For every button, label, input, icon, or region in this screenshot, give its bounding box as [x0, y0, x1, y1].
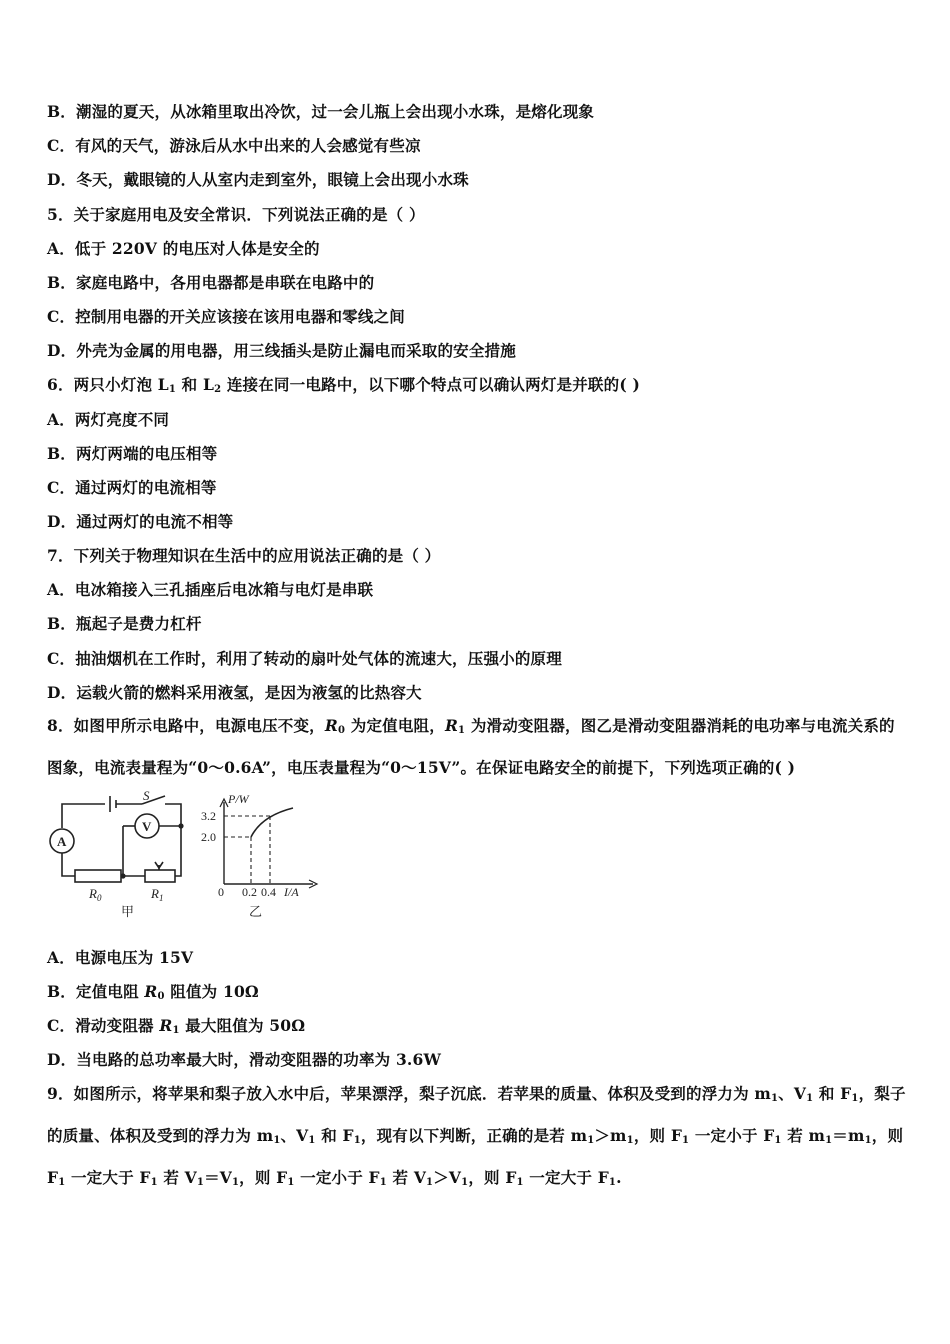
circuit-diagram: [50, 796, 181, 882]
option-5d: D．外壳为金属的用电器，用三线插头是防止漏电而采取的安全措施: [47, 341, 516, 360]
y-axis-label: P/W: [228, 792, 249, 806]
power-current-graph: [201, 792, 317, 919]
option-8d: D．当电路的总功率最大时，滑动变阻器的功率为 3.6W: [47, 1050, 442, 1069]
option-4c: C．有风的天气，游泳后从水中出来的人会感觉有些凉: [47, 136, 421, 155]
question-7: 7．下列关于物理知识在生活中的应用说法正确的是（ ）: [47, 546, 441, 565]
x-tick: 0.2: [242, 885, 257, 899]
guide-lines: [224, 816, 270, 884]
option-5c: C．控制用电器的开关应该接在该用电器和零线之间: [47, 307, 405, 326]
ammeter-label: A: [57, 834, 67, 849]
option-6b: B．两灯两端的电压相等: [47, 444, 218, 463]
option-8b: B．定值电阻 $R_0$ 阻值为 10Ω: [47, 982, 259, 1002]
switch-label: S: [143, 788, 150, 803]
option-7b: B．瓶起子是费力杠杆: [47, 614, 202, 633]
question-5: 5．关于家庭用电及安全常识．下列说法正确的是（ ）: [47, 205, 425, 224]
resistor-r0-icon: [75, 870, 121, 882]
option-6d: D．通过两灯的电流不相等: [47, 512, 234, 531]
caption-yi: 乙: [249, 904, 263, 919]
y-tick: 2.0: [201, 830, 216, 844]
option-7a: A．电冰箱接入三孔插座后电冰箱与电灯是串联: [47, 580, 374, 599]
circuit-and-graph: [47, 788, 347, 923]
option-7d: D．运载火箭的燃料采用液氢，是因为液氢的比热容大: [47, 683, 422, 702]
resistor-r1-icon: [145, 870, 175, 882]
option-8a: A．电源电压为 15V: [47, 948, 194, 967]
option-4b: B．潮湿的夏天，从冰箱里取出冷饮，过一会儿瓶上会出现小水珠，是熔化现象: [47, 102, 595, 121]
battery-icon: [110, 796, 116, 812]
question-9: 9．如图所示，将苹果和梨子放入水中后，苹果漂浮，梨子沉底．若苹果的质量、体积及受到的浮力为 $m_1$、$V_1$ 和 $F_1$，梨子的质量、体积及受到的浮力为 $m_1$、$V_1$ 和 $F_1$，现有以下判断，正确的是若 $m_1>m_1$，则 $F_1$ 一定小于 $F_1$ 若 $m_1=m_1$，则 $F_1$ 一定大于 $F_1$ 若 $V_1=V_1$，则 $F_1$ 一定小于 $F_1$ 若 $V_1>V_1$，则 $F_1$ 一定大于 $F_1$.: [47, 1084, 906, 1188]
power-curve: [251, 808, 293, 837]
option-4d: D．冬天，戴眼镜的人从室内走到室外，眼镜上会出现小水珠: [47, 170, 469, 189]
question-6: 6．两只小灯泡 $L_1$ 和 $L_2$ 连接在同一电路中，以下哪个特点可以确认两灯是并联的( ): [47, 375, 640, 395]
voltmeter-label: V: [142, 819, 152, 834]
question-8: 8．如图甲所示电路中，电源电压不变，$R_0$ 为定值电阻，$R_1$ 为滑动变阻器，图乙是滑动变阻器消耗的电功率与电流关系的图象，电流表量程为“0～0.6A”，电压表量程为“0～15V”。在保证电路安全的前提下，下列选项正确的( ): [47, 716, 895, 777]
x-axis-label: I/A: [284, 885, 299, 899]
r1-label: $R_1$: [151, 886, 164, 903]
y-tick: 3.2: [201, 809, 216, 823]
option-8c: C．滑动变阻器 $R_1$ 最大阻值为 50Ω: [47, 1016, 306, 1036]
option-7c: C．抽油烟机在工作时，利用了转动的扇叶处气体的流速大，压强小的原理: [47, 649, 562, 668]
x-tick: 0: [218, 885, 224, 899]
question-8-figure: [47, 788, 347, 923]
r0-label: $R_0$: [89, 886, 102, 903]
option-5b: B．家庭电路中，各用电器都是串联在电路中的: [47, 273, 375, 292]
junction-dot: [120, 873, 125, 878]
option-6a: A．两灯亮度不同: [47, 410, 170, 429]
x-tick: 0.4: [261, 885, 276, 899]
option-5a: A．低于 220V 的电压对人体是安全的: [47, 239, 320, 258]
caption-jia: 甲: [121, 904, 135, 919]
junction-dot: [178, 823, 183, 828]
option-6c: C．通过两灯的电流相等: [47, 478, 217, 497]
